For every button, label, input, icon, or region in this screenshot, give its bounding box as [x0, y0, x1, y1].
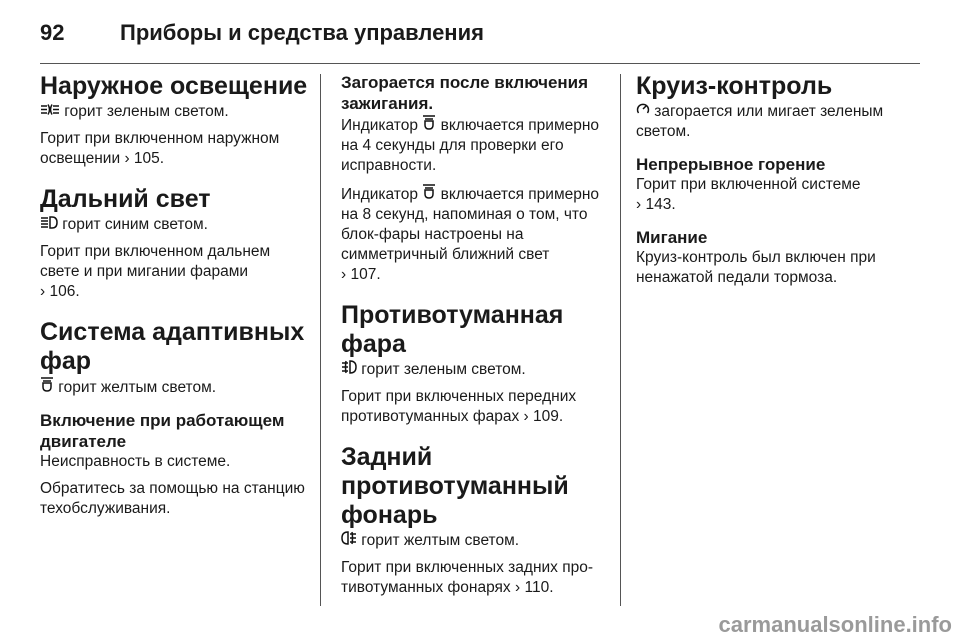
ext-indicator-text: горит зеленым светом.: [60, 103, 229, 120]
heading-after-ignition: Загорается после включения зажигания.: [341, 73, 589, 113]
watermark: carmanualsonline.info: [718, 612, 952, 637]
ign-p1-text-a: Индикатор: [341, 117, 423, 134]
heading-flashing: Мигание: [636, 228, 708, 247]
front-fog-light-icon: [341, 359, 357, 379]
rf-paragraph: [341, 558, 609, 598]
adaptive-light-icon: [40, 376, 54, 397]
ext-paragraph: [40, 129, 308, 169]
ext-indicator-line: [40, 101, 308, 122]
high-beam-icon: [40, 214, 58, 234]
running-paragraph-1: Неисправность в системе.: [40, 453, 231, 470]
exterior-light-icon: [40, 101, 60, 121]
flash-paragraph: Круиз-контроль был включен при ненажатой педали тормоза.: [636, 249, 876, 286]
ign-page-ref[interactable]: 107.: [346, 266, 381, 283]
heading-rear-fog: Задний противотуманный фонарь: [341, 443, 569, 529]
heading-front-fog: Противотуманная фара: [341, 301, 564, 358]
column-divider-1: [320, 74, 321, 606]
heading-cruise-control: Круиз-контроль: [636, 72, 833, 100]
steady-paragraph: [636, 175, 916, 215]
ff-page-ref[interactable]: 109.: [528, 408, 564, 425]
column-3: [636, 72, 916, 295]
heading-high-beam: Дальний свет: [40, 185, 211, 213]
ff-indicator-line: [341, 359, 609, 380]
rf-indicator-text: горит желтым светом.: [357, 532, 520, 549]
ff-indicator-text: горит зеленым светом.: [357, 361, 526, 378]
ign-p1-text-b: включается примерно на 4 секунды для проверки его исправности.: [341, 117, 600, 174]
ign-p2-text-b: включается примерно на 8 секунд, напоминая о том, что блок-фары настроены на симметричный ближний свет: [341, 186, 600, 263]
ff-paragraph: [341, 387, 609, 427]
ign-p2-text-a: Индикатор: [341, 186, 423, 203]
high-indicator-line: [40, 214, 308, 235]
ext-page-ref[interactable]: 105.: [129, 150, 165, 167]
heading-adaptive-lights: Система адаптивных фар: [40, 318, 305, 375]
adaptive-light-icon: [422, 183, 436, 204]
high-page-ref[interactable]: 106.: [45, 283, 80, 300]
page-ref-arrow-icon: ›: [636, 196, 642, 213]
ign-paragraph-2: [341, 183, 609, 285]
steady-page-ref[interactable]: 143.: [641, 196, 676, 213]
afl-indicator-line: [40, 376, 308, 398]
page-ref-arrow-icon: ›: [40, 283, 46, 300]
cruise-indicator-line: [636, 101, 916, 142]
ff-paragraph-text: Горит при включенных передних противотуманных фарах: [341, 388, 577, 425]
rear-fog-light-icon: [341, 530, 357, 550]
page-ref-arrow-icon: ›: [515, 579, 521, 596]
afl-indicator-text: горит желтым светом.: [54, 379, 217, 396]
header-rule: [40, 63, 920, 64]
cruise-indicator-text: загорается или мигает зеленым светом.: [636, 103, 884, 140]
ign-paragraph-1: [341, 114, 609, 176]
column-divider-2: [620, 74, 621, 606]
page-header: [40, 10, 920, 50]
ext-paragraph-text: Горит при включенном наружном освещении: [40, 130, 280, 167]
high-indicator-text: горит синим светом.: [58, 216, 208, 233]
high-paragraph: [40, 242, 308, 302]
high-paragraph-text: Горит при включенном дальнем свете и при мигании фарами: [40, 243, 271, 280]
cruise-control-icon: [636, 101, 650, 121]
column-2: [341, 72, 609, 605]
rf-page-ref[interactable]: 110.: [520, 579, 554, 596]
page-number: 92: [40, 20, 65, 45]
column-1: [40, 72, 308, 526]
steady-paragraph-text: Горит при включенной системе: [636, 176, 861, 193]
rf-paragraph-text: Горит при включенных задних противотуманных фонарях: [341, 559, 594, 596]
heading-engine-running: Включение при работающем двигателе: [40, 411, 285, 451]
heading-steady-light: Непрерывное горение: [636, 155, 826, 174]
page-ref-arrow-icon: ›: [124, 150, 130, 167]
page-ref-arrow-icon: ›: [341, 266, 347, 283]
running-paragraph-2: Обратитесь за помощью на станцию техобслуживания.: [40, 480, 305, 517]
rf-indicator-line: [341, 530, 609, 551]
heading-exterior-lighting: Наружное освещение: [40, 72, 308, 100]
adaptive-light-icon: [422, 114, 436, 135]
page-ref-arrow-icon: ›: [523, 408, 529, 425]
page-title: Приборы и средства управления: [120, 20, 484, 45]
